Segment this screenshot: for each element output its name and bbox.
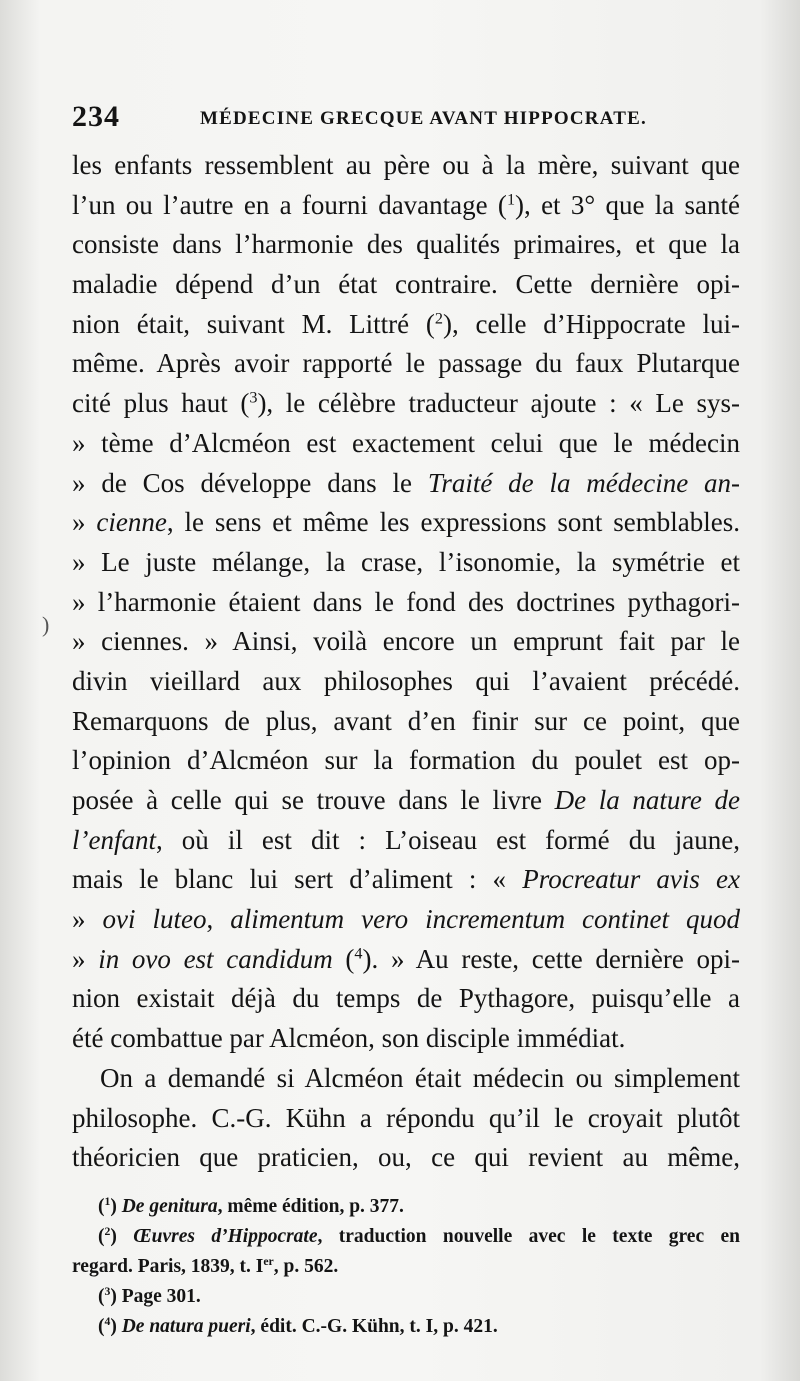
text-line: été combattue par Alcméon, son disciple immédiat. — [72, 1023, 626, 1054]
text-line: » l’harmonie étaient dans le fond des doctrines pythagori- — [72, 586, 740, 617]
margin-mark: ) — [42, 612, 50, 637]
footnote-4: ($^4$) De natura pueri, édit. C.-G. Kühn, t. I, p. 421. — [98, 1314, 498, 1337]
text-line: cité plus haut ($^3$), le célèbre traducteur ajoute : « Le sys- — [72, 388, 740, 419]
text-line: l’opinion d’Alcméon sur la formation du poulet est op- — [72, 745, 740, 776]
latin-quote: alimentum vero incrementum continet quod — [230, 904, 741, 935]
latin-quote: Procreatur avis ex — [522, 864, 740, 895]
italic-text: cienne — [96, 507, 167, 538]
text-line: » ovi luteo, alimentum vero incrementum continet quod — [72, 904, 741, 935]
italic-title: l’enfant — [72, 824, 156, 855]
page-number: 234 — [72, 100, 120, 133]
text-line: même. Après avoir rapporté le passage du faux Plutarque — [72, 348, 740, 379]
body-text — [72, 146, 740, 1178]
text-line: l’un ou l’autre en a fourni davantage ($^1$), et 3° que la santé — [72, 189, 740, 220]
text-line: On a demandé si Alcméon était médecin ou simplement — [100, 1062, 740, 1093]
text-line: Remarquons de plus, avant d’en finir sur ce point, que — [72, 705, 740, 736]
footnote-ref: 2 — [434, 309, 443, 328]
text-line: » Le juste mélange, la crase, l’isonomie, la symétrie et — [72, 546, 740, 577]
text-line: » tème d’Alcméon est exactement celui que le médecin — [72, 427, 740, 458]
footnotes — [72, 1192, 740, 1342]
footnote-ref: 4 — [354, 944, 363, 963]
footnote-2: ($^2$) Œuvres d’Hippocrate, traduction nouvelle avec le texte grec en — [98, 1224, 740, 1247]
italic-title: De la nature de — [554, 785, 740, 815]
footnote-3: ($^3$) Page 301. — [98, 1284, 201, 1307]
latin-quote: ovi luteo — [102, 904, 207, 935]
text-line: maladie dépend d’un état contraire. Cette dernière opi- — [72, 269, 740, 300]
text-line: mais le blanc lui sert d’aliment : « Procreatur avis ex — [72, 864, 740, 895]
text-line: » ciennes. » Ainsi, voilà encore un emprunt fait par le — [72, 626, 740, 657]
footnote-1: ($^1$) De genitura, même édition, p. 377. — [98, 1194, 404, 1217]
text-line: nion était, suivant M. Littré ($^2$), celle d’Hippocrate lui- — [72, 308, 740, 339]
footnote-2-continued: regard. Paris, 1839, t. Ier, p. 562. — [72, 1254, 339, 1277]
footnote-ref: 3 — [249, 388, 258, 407]
text-line: nion existait déjà du temps de Pythagore, puisqu’elle a — [72, 983, 740, 1014]
latin-quote: in ovo est candidum — [98, 943, 333, 974]
italic-title: Traité de la médecine an- — [427, 467, 740, 498]
text-line: les enfants ressemblent au père ou à la mère, suivant que — [72, 150, 740, 180]
text-line: consiste dans l’harmonie des qualités primaires, et que la — [72, 229, 740, 260]
text-line: posée à celle qui se trouve dans le livre De la nature de — [72, 785, 740, 815]
running-title: MÉDECINE GRECQUE AVANT HIPPOCRATE. — [200, 108, 647, 129]
page-header — [72, 100, 742, 140]
text-line: » cienne, le sens et même les expressions sont semblables. — [72, 507, 740, 538]
text-line: théoricien que praticien, ou, ce qui revient au même, — [72, 1142, 740, 1173]
text-line: » in ovo est candidum ($^4$). » Au reste, cette dernière opi- — [72, 943, 740, 974]
text-line: » de Cos développe dans le Traité de la médecine an- — [72, 467, 740, 498]
text-line: l’enfant, où il est dit : L’oiseau est formé du jaune, — [72, 824, 740, 855]
text-line: divin vieillard aux philosophes qui l’avaient précédé. — [72, 665, 740, 696]
footnote-ref: 1 — [506, 189, 516, 208]
text-line: philosophe. C.-G. Kühn a répondu qu’il le croyait plutôt — [72, 1102, 740, 1133]
